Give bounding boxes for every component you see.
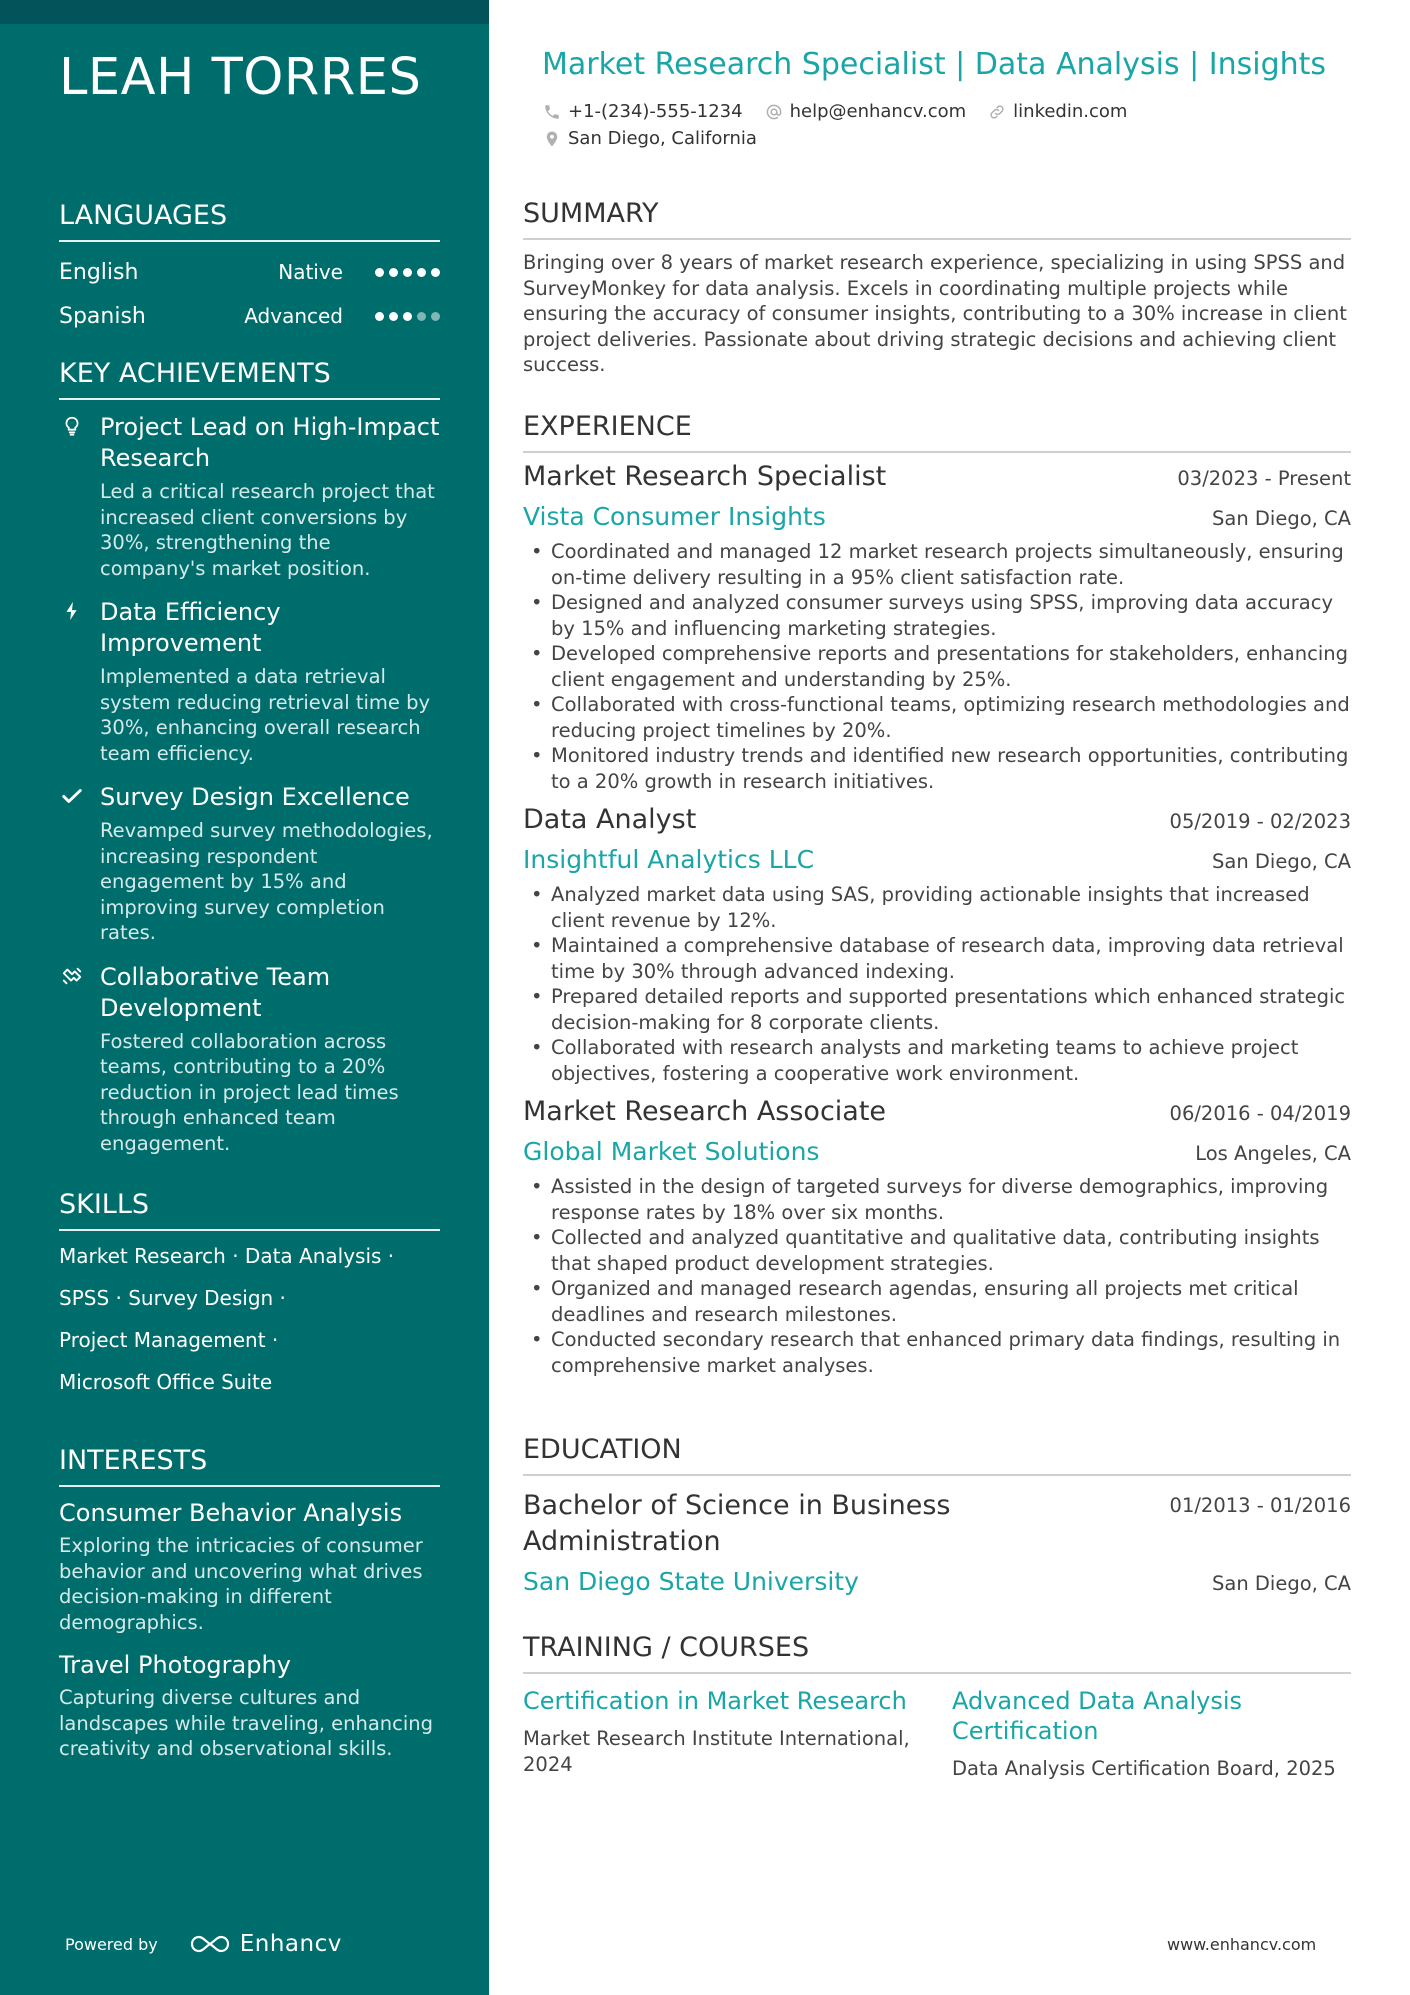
interest-title: Travel Photography <box>59 1651 291 1679</box>
bullet-item: • Analyzed market data using SAS, providing actionable insights that increased client revenue by 12%. <box>523 882 1351 933</box>
check-icon <box>61 785 83 807</box>
bullet-item: • Developed comprehensive reports and presentations for stakeholders, enhancing client engagement and understanding by 25%. <box>523 641 1351 692</box>
email-text: help@enhancv.com <box>789 101 967 122</box>
achievement-item <box>59 597 440 766</box>
bullet-item: • Prepared detailed reports and supported presentations which enhanced strategic decision-making for 8 corporate clients. <box>523 984 1351 1035</box>
job-location: San Diego, CA <box>1212 507 1351 530</box>
proficiency-dot <box>431 268 440 277</box>
job-location: Los Angeles, CA <box>1195 1142 1351 1165</box>
languages-section <box>59 200 440 338</box>
summary-heading: SUMMARY <box>523 198 1351 240</box>
job-title: Market Research Associate <box>523 1096 887 1127</box>
summary-section <box>523 198 1351 378</box>
proficiency-dot <box>403 268 412 277</box>
powered-by-label: Powered by <box>65 1934 158 1954</box>
location-contact <box>543 128 757 149</box>
email-contact[interactable] <box>765 101 967 122</box>
proficiency-dot <box>417 312 426 321</box>
bullet-item: • Coordinated and managed 12 market research projects simultaneously, ensuring on-time delivery resulting in a 95% client satisfaction rate. <box>523 539 1351 590</box>
summary-text: Bringing over 8 years of market research experience, specializing in using SPSS and SurveyMonkey for data analysis. Excels in coordinating multiple projects while ensuring the accuracy of consumer insights, contributing to a 30% increase in client project deliveries. Passionate about driving strategic decisions and achieving client success. <box>523 251 1347 376</box>
course-title: Advanced Data Analysis Certification <box>952 1687 1242 1745</box>
headline: Market Research Specialist | Data Analysis | Insights <box>542 47 1327 82</box>
phone-contact[interactable] <box>543 101 743 122</box>
candidate-name: LEAH TORRES <box>59 48 422 107</box>
bullet-item: • Designed and analyzed consumer surveys using SPSS, improving data accuracy by 15% and influencing marketing strategies. <box>523 590 1351 641</box>
languages-heading: LANGUAGES <box>59 200 440 242</box>
achievement-description: Led a critical research project that increased client conversions by 30%, strengthening the company's market position. <box>100 480 435 580</box>
job-bullets <box>523 1174 1351 1378</box>
training-heading: TRAINING / COURSES <box>523 1632 1351 1674</box>
job-title: Data Analyst <box>523 804 697 835</box>
achievement-item <box>59 412 440 581</box>
skill-line: Project Management · <box>59 1328 279 1352</box>
skill-line: Market Research · Data Analysis · <box>59 1244 395 1268</box>
language-row <box>59 250 440 294</box>
location-text: San Diego, California <box>568 128 757 149</box>
job-entry <box>523 457 1351 794</box>
bullet-item: • Monitored industry trends and identified new research opportunities, contributing to a 20% growth in research initiatives. <box>523 743 1351 794</box>
proficiency-dot <box>375 268 384 277</box>
bullet-item: • Assisted in the design of targeted surveys for diverse demographics, improving response rates by 18% over six months. <box>523 1174 1351 1225</box>
experience-section <box>523 411 1351 1384</box>
job-date: 03/2023 - Present <box>1177 467 1351 490</box>
proficiency-dot <box>403 312 412 321</box>
enhancv-logo-icon <box>188 1933 232 1955</box>
language-level: Advanced <box>244 304 343 328</box>
job-entry <box>523 1092 1351 1378</box>
language-level: Native <box>278 260 343 284</box>
job-bullets <box>523 882 1351 1086</box>
skills-section <box>59 1189 440 1403</box>
location-row <box>543 128 771 149</box>
achievement-description: Implemented a data retrieval system reducing retrieval time by 30%, enhancing overall research team efficiency. <box>100 665 431 765</box>
phone-icon <box>543 103 561 121</box>
school-name: San Diego State University <box>523 1567 859 1596</box>
proficiency-dot <box>389 268 398 277</box>
link-icon <box>988 103 1006 121</box>
course-title: Certification in Market Research <box>523 1687 907 1715</box>
achievement-item <box>59 962 440 1157</box>
language-name: Spanish <box>59 303 146 329</box>
handshake-icon <box>61 965 83 987</box>
school-location: San Diego, CA <box>1212 1572 1351 1595</box>
education-date: 01/2013 - 01/2016 <box>1169 1494 1351 1517</box>
education-heading: EDUCATION <box>523 1434 1351 1476</box>
proficiency-dots <box>375 268 440 277</box>
bullet-item: • Organized and managed research agendas, ensuring all projects met critical deadlines and research milestones. <box>523 1276 1351 1327</box>
course-item <box>952 1686 1351 1782</box>
job-entry <box>523 800 1351 1086</box>
sidebar-top-bar <box>0 0 489 24</box>
achievement-item <box>59 782 440 946</box>
interest-title: Consumer Behavior Analysis <box>59 1499 403 1527</box>
course-organization: Data Analysis Certification Board, 2025 <box>952 1757 1336 1780</box>
skills-heading: SKILLS <box>59 1189 440 1231</box>
degree-title: Bachelor of Science in Business Administration <box>523 1490 951 1557</box>
footer-url[interactable]: www.enhancv.com <box>1167 1935 1317 1954</box>
bullet-item: • Conducted secondary research that enhanced primary data findings, resulting in comprehensive market analyses. <box>523 1327 1351 1378</box>
link-contact[interactable] <box>988 101 1127 122</box>
interests-heading: INTERESTS <box>59 1445 440 1487</box>
proficiency-dot <box>431 312 440 321</box>
at-icon <box>765 103 783 121</box>
location-pin-icon <box>543 130 561 148</box>
interests-section <box>59 1445 440 1776</box>
bullet-item: • Maintained a comprehensive database of research data, improving data retrieval time by 30% through advanced indexing. <box>523 933 1351 984</box>
sidebar <box>0 0 489 1995</box>
job-date: 05/2019 - 02/2023 <box>1169 810 1351 833</box>
achievements-section <box>59 358 440 1172</box>
achievement-title: Survey Design Excellence <box>100 783 410 811</box>
contact-row <box>543 101 1141 122</box>
enhancv-logo-text: Enhancv <box>239 1931 342 1957</box>
proficiency-dot <box>389 312 398 321</box>
education-section <box>523 1434 1351 1600</box>
experience-heading: EXPERIENCE <box>523 411 1351 453</box>
job-title: Market Research Specialist <box>523 461 887 492</box>
bullet-item: • Collaborated with cross-functional teams, optimizing research methodologies and reducing project timelines by 20%. <box>523 692 1351 743</box>
powered-by <box>65 1931 342 1957</box>
company-name: Global Market Solutions <box>523 1137 820 1166</box>
lightbulb-icon <box>61 415 83 437</box>
skill-line: SPSS · Survey Design · <box>59 1286 286 1310</box>
company-name: Vista Consumer Insights <box>523 502 826 531</box>
interest-description: Capturing diverse cultures and landscapes while traveling, enhancing creativity and observational skills. <box>59 1686 434 1760</box>
skill-line: Microsoft Office Suite <box>59 1370 273 1394</box>
bullet-item: • Collected and analyzed quantitative and qualitative data, contributing insights that shaped product development strategies. <box>523 1225 1351 1276</box>
training-section <box>523 1632 1351 1782</box>
phone-text: +1-(234)-555-1234 <box>568 101 743 122</box>
proficiency-dot <box>417 268 426 277</box>
achievement-title: Project Lead on High-Impact Research <box>100 413 440 472</box>
language-name: English <box>59 259 139 285</box>
language-row <box>59 294 440 338</box>
enhancv-logo[interactable] <box>188 1931 342 1957</box>
achievement-title: Collaborative Team Development <box>100 962 331 1022</box>
course-item <box>523 1686 922 1782</box>
course-organization: Market Research Institute International, 2024 <box>523 1727 910 1776</box>
link-text: linkedin.com <box>1013 101 1128 122</box>
job-bullets <box>523 539 1351 794</box>
bullet-item: • Collaborated with research analysts and marketing teams to achieve project objectives, fostering a cooperative work environment. <box>523 1035 1351 1086</box>
proficiency-dots <box>375 312 440 321</box>
job-location: San Diego, CA <box>1212 850 1351 873</box>
achievements-heading: KEY ACHIEVEMENTS <box>59 358 440 400</box>
achievement-description: Fostered collaboration across teams, contributing to a 20% reduction in project lead times through enhanced team engagement. <box>100 1029 399 1155</box>
bolt-icon <box>61 600 83 622</box>
achievement-description: Revamped survey methodologies, increasing respondent engagement by 15% and improving survey completion rates. <box>100 819 433 944</box>
interest-description: Exploring the intricacies of consumer behavior and uncovering what drives decision-making in different demographics. <box>59 1534 423 1634</box>
job-date: 06/2016 - 04/2019 <box>1169 1102 1351 1125</box>
proficiency-dot <box>375 312 384 321</box>
company-name: Insightful Analytics LLC <box>523 845 815 874</box>
achievement-title: Data Efficiency Improvement <box>100 598 281 657</box>
